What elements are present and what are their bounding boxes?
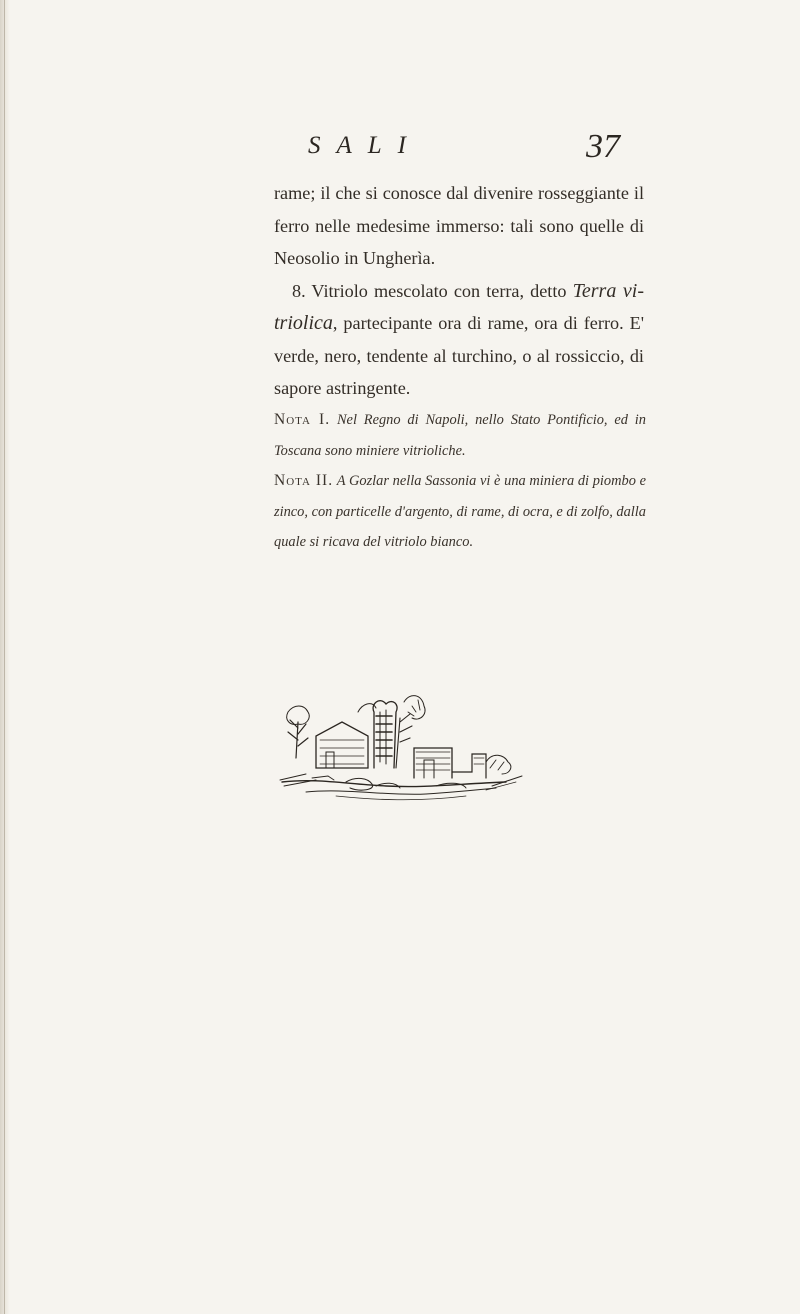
page-number: 37	[586, 128, 620, 165]
note-1-text: Nel Regno di Napoli, nello Stato Pontificio, ed in Toscana sono miniere vitrioliche.	[274, 412, 646, 459]
landscape-vignette-icon	[276, 682, 530, 806]
note-1-label: Nota I.	[274, 411, 331, 428]
page-binding-edge	[0, 0, 10, 1314]
note-1	[274, 405, 646, 466]
main-text	[274, 177, 644, 405]
paragraph-2-start: 8. Vitriolo mescolato con terra, detto	[292, 280, 573, 301]
paragraph-1: rame; il che si conosce dal divenire rosseggiante il ferro nelle medesime immerso: tali sono quelle di Neosolio in Ungherìa.	[274, 183, 644, 268]
page-header	[260, 128, 620, 168]
binding-line	[4, 0, 5, 1314]
paragraph-2	[274, 275, 644, 405]
running-title: SALI	[308, 132, 422, 159]
note-2-text: A Gozlar nella Sassonia vi è una miniera di piombo e zinco, con particelle d'argento, di rame, di ocra, e di zolfo, dalla quale si ricava del vitriolo bianco.	[274, 473, 646, 550]
footnotes	[274, 405, 646, 558]
note-2-label: Nota II.	[274, 472, 334, 489]
paragraph-2-end: , partecipante ora di rame, ora di ferro. E' verde, nero, tendente al turchino, o al rossiccio, di sapore astringente.	[274, 313, 644, 398]
note-2	[274, 466, 646, 558]
paragraph-2-italic-term: Terra vitriolica	[274, 279, 644, 334]
